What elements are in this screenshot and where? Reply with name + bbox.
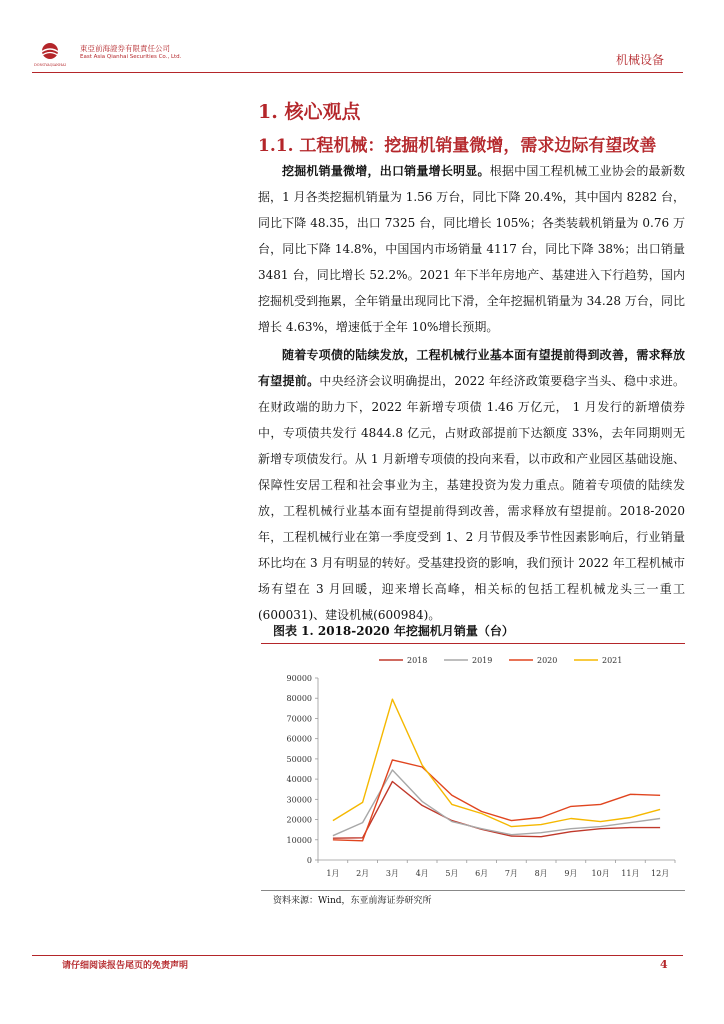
paragraph-body: 根据中国工程机械工业协会的最新数据，1 月各类挖掘机销量为 1.56 万台，同比下降 20.4%，其中国内 8282 台，同比下降 48.35，出口 7325 台，同比增长 105%；各类装载机销量为 0.76 万台，同比下降 14.8%，中国国内市场销量 4117 台，同比下降 38%；出口销量 3481 台，同比增长 52.2%。2021 年下半年房地产、基建进入下行趋势，国内挖掘机受到拖累，全年销量出现同比下滑，全年挖掘机销量为 34.28 万台，同比增长 4.63%，增速低于全年 10%增长预期。: [258, 164, 685, 334]
x-axis: [318, 860, 675, 878]
y-tick-label: 10000: [286, 835, 312, 845]
section-heading: 1. 核心观点: [258, 101, 361, 123]
paragraph-lead: 挖掘机销量微增，出口销量增长明显。: [282, 164, 490, 178]
legend-label-2021: 2021: [602, 656, 623, 665]
subsection-heading: 1.1. 工程机械：挖掘机销量微增，需求边际有望改善: [258, 136, 657, 156]
paragraph-excavator-sales: [258, 158, 685, 340]
x-tick-label: 4月: [415, 869, 429, 878]
legend-label-2020: 2020: [537, 656, 558, 665]
x-tick-label: 10月: [591, 869, 610, 878]
chart-legend: [379, 656, 622, 665]
y-tick-label: 90000: [286, 674, 312, 683]
legend-label-2019: 2019: [472, 656, 493, 665]
paragraph-special-bonds: [258, 342, 685, 628]
y-tick-label: 70000: [286, 714, 312, 724]
x-tick-label: 1月: [326, 869, 340, 878]
figure-title: 图表 1. 2018-2020 年挖掘机月销量（台）: [273, 624, 514, 638]
chart-series: [333, 699, 660, 841]
company-name-cn: 東亞前海證券有限責任公司: [80, 44, 170, 53]
header-divider: [32, 72, 683, 73]
x-tick-label: 5月: [445, 869, 459, 878]
x-tick-label: 8月: [534, 869, 548, 878]
source-divider: [261, 890, 685, 891]
figure-source: 资料来源：Wind，东亚前海证券研究所: [273, 896, 432, 906]
series-line-2019: [333, 770, 660, 836]
company-logo-icon: [34, 41, 66, 69]
company-name-en: East Asia Qianhai Securities Co., Ltd.: [80, 54, 182, 60]
footer-divider: [32, 955, 683, 956]
paragraph-lead: 随着专项债的陆续发放，工程机械行业基本面有望提前得到改善，需求释放有望提前。: [258, 348, 685, 388]
y-tick-label: 80000: [286, 694, 312, 704]
y-tick-label: 0: [306, 856, 312, 865]
x-tick-label: 9月: [564, 869, 578, 878]
industry-label: 机械设备: [615, 53, 664, 67]
page-header: [0, 0, 724, 70]
x-tick-label: 3月: [385, 869, 399, 878]
legend-label-2018: 2018: [407, 656, 428, 665]
y-tick-label: 50000: [286, 754, 312, 764]
y-tick-label: 40000: [286, 775, 312, 785]
y-tick-label: 30000: [286, 795, 312, 805]
x-tick-label: 7月: [504, 869, 518, 878]
x-tick-label: 6月: [475, 869, 489, 878]
excavator-sales-chart: [261, 646, 685, 892]
x-tick-label: 12月: [651, 869, 670, 878]
y-tick-label: 20000: [286, 815, 312, 825]
series-line-2021: [333, 699, 660, 826]
page-number: 4: [660, 958, 668, 971]
figure-title-divider: [261, 643, 685, 644]
x-tick-label: 2月: [356, 869, 370, 878]
x-tick-label: 11月: [621, 869, 640, 878]
paragraph-body: 中央经济会议明确提出，2022 年经济政策要稳字当头、稳中求进。在财政端的助力下，2022 年新增专项债 1.46 万亿元， 1 月发行的新增债券中，专项债共发行 4844.8 亿元，占财政部提前下达额度 33%，去年同期则无新增专项债发行。从 1 月新增专项债的投向来看，以市政和产业园区基础设施、保障性安居工程和社会事业为主，基建投资为发力重点。随着专项债的陆续发放，工程机械行业基本面有望提前得到改善，需求释放有望提前。2018-2020 年，工程机械行业在第一季度受到 1、2 月节假及季节性因素影响后，行业销量环比均在 3 月有明显的转好。受基建投资的影响，我们预计 2022 年工程机械市场有望在 3 月回暖，迎来增长高峰，相关标的包括工程机械龙头三一重工(600031)、建设机械(600984)。: [258, 374, 685, 622]
logo-text: DONGYAQIANHAI: [34, 63, 66, 67]
footer-disclaimer: 请仔细阅读报告尾页的免责声明: [62, 961, 189, 971]
y-tick-label: 60000: [286, 734, 312, 744]
y-axis: [287, 674, 318, 865]
